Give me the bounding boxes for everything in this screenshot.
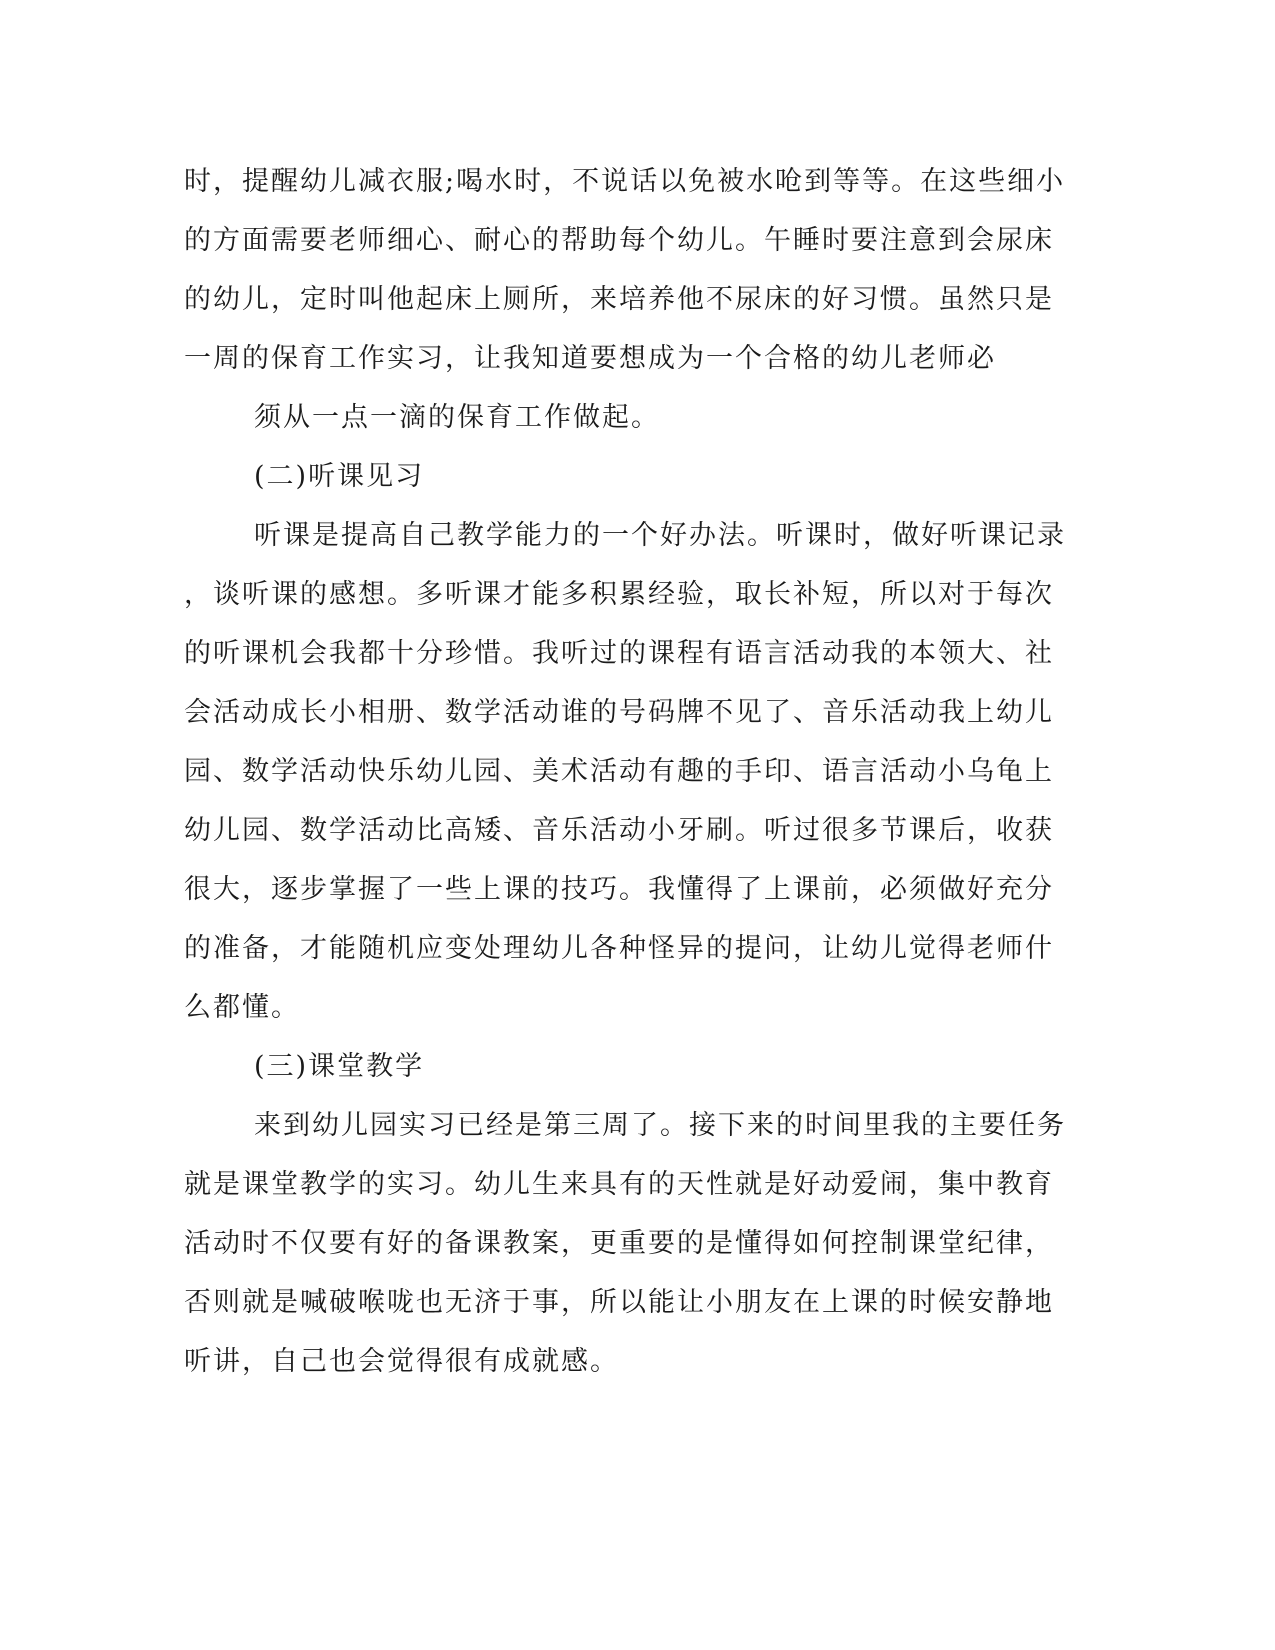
text-line: 听讲，自己也会觉得很有成就感。: [184, 1346, 619, 1377]
text-line: 一周的保育工作实习，让我知道要想成为一个合格的幼儿老师必: [184, 343, 996, 374]
text-line: ，谈听课的感想。多听课才能多积累经验，取长补短，所以对于每次: [184, 579, 1054, 610]
text-line: 就是课堂教学的实习。幼儿生来具有的天性就是好动爱闹，集中教育: [184, 1169, 1054, 1200]
text-line: 的听课机会我都十分珍惜。我听过的课程有语言活动我的本领大、社: [184, 638, 1054, 669]
text-line: 幼儿园、数学活动比高矮、音乐活动小牙刷。听过很多节课后，收获: [184, 815, 1054, 846]
text-line: 么都懂。: [184, 992, 300, 1023]
text-line: 听课是提高自己教学能力的一个好办法。听课时，做好听课记录: [254, 520, 1066, 551]
text-line: 须从一点一滴的保育工作做起。: [254, 402, 660, 433]
text-line: 很大，逐步掌握了一些上课的技巧。我懂得了上课前，必须做好充分: [184, 874, 1054, 905]
text-line: 活动时不仅要有好的备课教案，更重要的是懂得如何控制课堂纪律，: [184, 1228, 1054, 1259]
text-line: 的方面需要老师细心、耐心的帮助每个幼儿。午睡时要注意到会尿床: [184, 225, 1054, 256]
section-heading: (三)课堂教学: [254, 1051, 425, 1082]
text-line: 否则就是喊破喉咙也无济于事，所以能让小朋友在上课的时候安静地: [184, 1287, 1054, 1318]
text-line: 会活动成长小相册、数学活动谁的号码牌不见了、音乐活动我上幼儿: [184, 697, 1054, 728]
section-heading: (二)听课见习: [254, 461, 425, 492]
text-line: 的准备，才能随机应变处理幼儿各种怪异的提问，让幼儿觉得老师什: [184, 933, 1054, 964]
text-line: 来到幼儿园实习已经是第三周了。接下来的时间里我的主要任务: [254, 1110, 1066, 1141]
text-line: 的幼儿，定时叫他起床上厕所，来培养他不尿床的好习惯。虽然只是: [184, 284, 1054, 315]
text-line: 园、数学活动快乐幼儿园、美术活动有趣的手印、语言活动小乌龟上: [184, 756, 1054, 787]
text-line: 时，提醒幼儿减衣服;喝水时，不说话以免被水呛到等等。在这些细小: [184, 166, 1066, 197]
